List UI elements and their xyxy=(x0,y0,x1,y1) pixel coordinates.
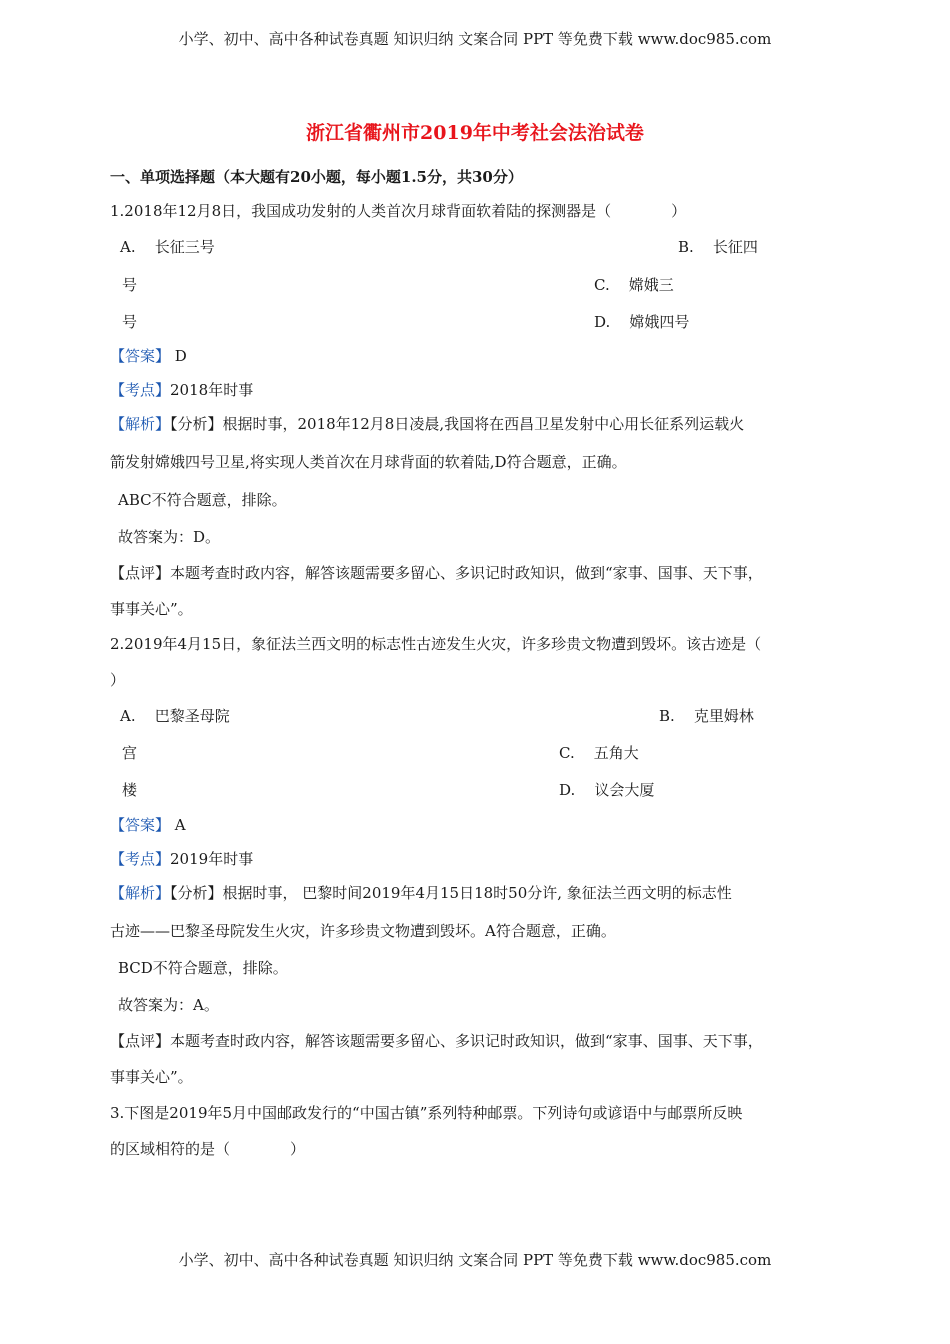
q2-point xyxy=(110,849,253,869)
option-text: 巴黎圣母院 xyxy=(154,707,230,725)
answer-tag: 【答案】 xyxy=(110,816,171,834)
q1-option-b xyxy=(678,237,758,257)
q2-option-c xyxy=(559,743,639,763)
q1-analysis-3: 故答案为：D。 xyxy=(118,528,221,546)
comment-text: 本题考查时政内容，解答该题需要多留心、多识记时政知识，做到“家事、国事、天下事， xyxy=(170,564,763,582)
q1-point xyxy=(110,380,253,400)
analysis-tag: 【解析】 xyxy=(110,884,171,902)
page-footer: 小学、初中、高中各种试卷真题 知识归纳 文案合同 PPT 等免费下载 www.doc985.com xyxy=(178,1251,772,1269)
comment-text: 本题考查时政内容，解答该题需要多留心、多识记时政知识，做到“家事、国事、天下事， xyxy=(170,1032,763,1050)
q2-analysis xyxy=(110,883,732,903)
option-label: D. xyxy=(594,313,611,331)
question-2-stem: 2.2019年4月15日，象征法兰西文明的标志性古迹发生火灾，许多珍贵文物遭到毁坏。该古迹是（ xyxy=(110,635,762,653)
option-label: A. xyxy=(120,238,136,256)
question-3-stem: 3.下图是2019年5月中国邮政发行的“中国古镇”系列特种邮票。下列诗句或谚语中与邮票所反映 xyxy=(110,1104,743,1122)
point-value: 2018年时事 xyxy=(170,381,254,399)
q1-option-b-cont: 号 xyxy=(122,276,138,294)
question-2-stem-cont: ） xyxy=(110,671,126,689)
q1-option-d xyxy=(594,312,689,332)
analysis-text: 【分析】根据时事，2018年12月8日凌晨,我国将在西昌卫星发射中心用长征系列运载火 xyxy=(170,415,745,433)
option-label: B. xyxy=(678,238,694,256)
point-tag: 【考点】 xyxy=(110,381,171,399)
q2-comment xyxy=(110,1031,763,1051)
option-label: C. xyxy=(594,276,610,294)
page-title: 浙江省衢州市2019年中考社会法治试卷 xyxy=(306,122,644,144)
section-heading: 一、单项选择题（本大题有20小题，每小题1.5分，共30分） xyxy=(110,168,523,186)
q1-analysis-cont: 箭发射嫦娥四号卫星,将实现人类首次在月球背面的软着陆,D符合题意，正确。 xyxy=(110,453,627,471)
point-tag: 【考点】 xyxy=(110,850,171,868)
option-text: 嫦娥三 xyxy=(628,276,674,294)
answer-tag: 【答案】 xyxy=(110,347,171,365)
option-text: 五角大 xyxy=(593,744,639,762)
q1-option-c xyxy=(594,275,674,295)
q2-option-b xyxy=(659,706,754,726)
q1-answer xyxy=(110,346,187,366)
question-1-stem: 1.2018年12月8日，我国成功发射的人类首次月球背面软着陆的探测器是（ ） xyxy=(110,202,687,220)
q1-option-c-cont: 号 xyxy=(122,313,138,331)
option-label: B. xyxy=(659,707,675,725)
option-label: C. xyxy=(559,744,575,762)
q2-analysis-2: BCD不符合题意，排除。 xyxy=(118,959,288,977)
option-text: 议会大厦 xyxy=(594,781,655,799)
q2-option-a xyxy=(120,706,230,726)
q1-option-a xyxy=(120,237,215,257)
option-label: D. xyxy=(559,781,576,799)
question-3-stem-cont: 的区域相符的是（ ） xyxy=(110,1140,306,1158)
option-text: 长征四 xyxy=(712,238,758,256)
analysis-tag: 【解析】 xyxy=(110,415,171,433)
option-text: 嫦娥四号 xyxy=(629,313,690,331)
q2-option-d xyxy=(559,780,654,800)
comment-tag: 【点评】 xyxy=(110,1032,171,1050)
q2-answer xyxy=(110,815,186,835)
q1-comment-cont: 事事关心”。 xyxy=(110,600,193,618)
page-header: 小学、初中、高中各种试卷真题 知识归纳 文案合同 PPT 等免费下载 www.doc985.com xyxy=(178,30,772,48)
option-label: A. xyxy=(120,707,136,725)
q1-analysis-2: ABC不符合题意，排除。 xyxy=(118,491,287,509)
q1-comment xyxy=(110,563,763,583)
comment-tag: 【点评】 xyxy=(110,564,171,582)
answer-value: D xyxy=(174,347,187,365)
q2-option-c-cont: 楼 xyxy=(122,781,138,799)
point-value: 2019年时事 xyxy=(170,850,254,868)
q2-option-b-cont: 宫 xyxy=(122,744,138,762)
q2-comment-cont: 事事关心”。 xyxy=(110,1068,193,1086)
q1-analysis xyxy=(110,414,744,434)
answer-value: A xyxy=(174,816,186,834)
q2-analysis-cont: 古迹——巴黎圣母院发生火灾，许多珍贵文物遭到毁坏。A符合题意，正确。 xyxy=(110,922,616,940)
option-text: 长征三号 xyxy=(154,238,215,256)
q2-analysis-3: 故答案为：A。 xyxy=(118,996,219,1014)
analysis-text: 【分析】根据时事， 巴黎时间2019年4月15日18时50分许, 象征法兰西文明的标志性 xyxy=(170,884,732,902)
option-text: 克里姆林 xyxy=(693,707,754,725)
